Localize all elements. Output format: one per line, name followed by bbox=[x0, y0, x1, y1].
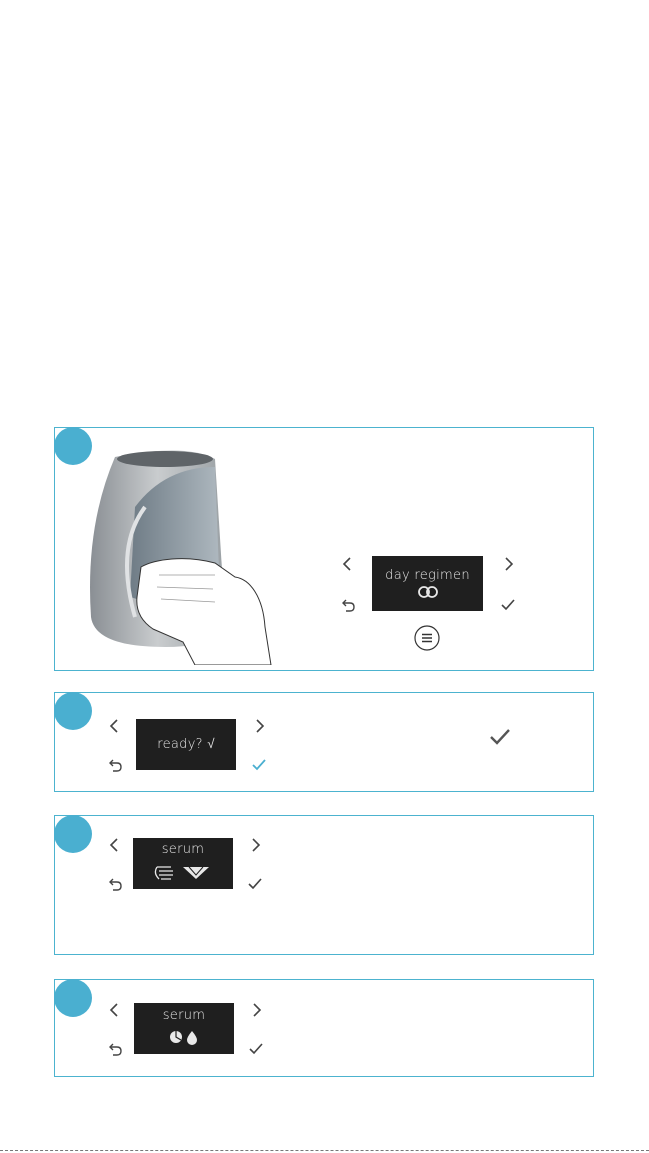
chevron-left-icon[interactable] bbox=[107, 837, 123, 853]
device-screen-step-2 bbox=[136, 719, 236, 770]
chevron-left-icon[interactable] bbox=[340, 556, 356, 572]
chevron-right-icon[interactable] bbox=[247, 837, 263, 853]
screen-text: serum bbox=[162, 1008, 206, 1023]
undo-arrow-icon[interactable] bbox=[107, 1041, 123, 1057]
dial-and-drop-icon bbox=[167, 1029, 201, 1045]
device-screen-step-3 bbox=[133, 838, 233, 889]
menu-button-icon[interactable] bbox=[414, 625, 440, 651]
check-icon-highlighted[interactable] bbox=[251, 757, 267, 773]
page-bottom-rule bbox=[0, 1150, 649, 1151]
step-2-marker bbox=[54, 692, 92, 730]
chevron-left-icon[interactable] bbox=[107, 1002, 123, 1018]
screen-text: day regimen bbox=[385, 568, 470, 583]
chevron-right-icon[interactable] bbox=[500, 556, 516, 572]
chevron-left-icon[interactable] bbox=[107, 718, 123, 734]
undo-arrow-icon[interactable] bbox=[107, 757, 123, 773]
device-screen-step-4 bbox=[134, 1003, 234, 1054]
undo-arrow-icon[interactable] bbox=[340, 597, 356, 613]
chevron-right-icon[interactable] bbox=[251, 718, 267, 734]
hand-and-fan-icon bbox=[153, 863, 213, 881]
chevron-right-icon[interactable] bbox=[248, 1002, 264, 1018]
step-4-marker bbox=[54, 979, 92, 1017]
double-circle-icon bbox=[417, 586, 439, 598]
screen-text: ready? √ bbox=[157, 737, 215, 752]
check-icon[interactable] bbox=[248, 1041, 264, 1057]
screen-text: serum bbox=[161, 842, 205, 857]
device-illustration bbox=[75, 447, 295, 665]
check-icon[interactable] bbox=[500, 597, 516, 613]
undo-arrow-icon[interactable] bbox=[107, 876, 123, 892]
check-icon bbox=[489, 728, 511, 746]
step-2-panel bbox=[54, 692, 594, 792]
device-screen-step-1 bbox=[372, 556, 483, 611]
step-3-marker bbox=[54, 815, 92, 853]
check-icon[interactable] bbox=[247, 876, 263, 892]
